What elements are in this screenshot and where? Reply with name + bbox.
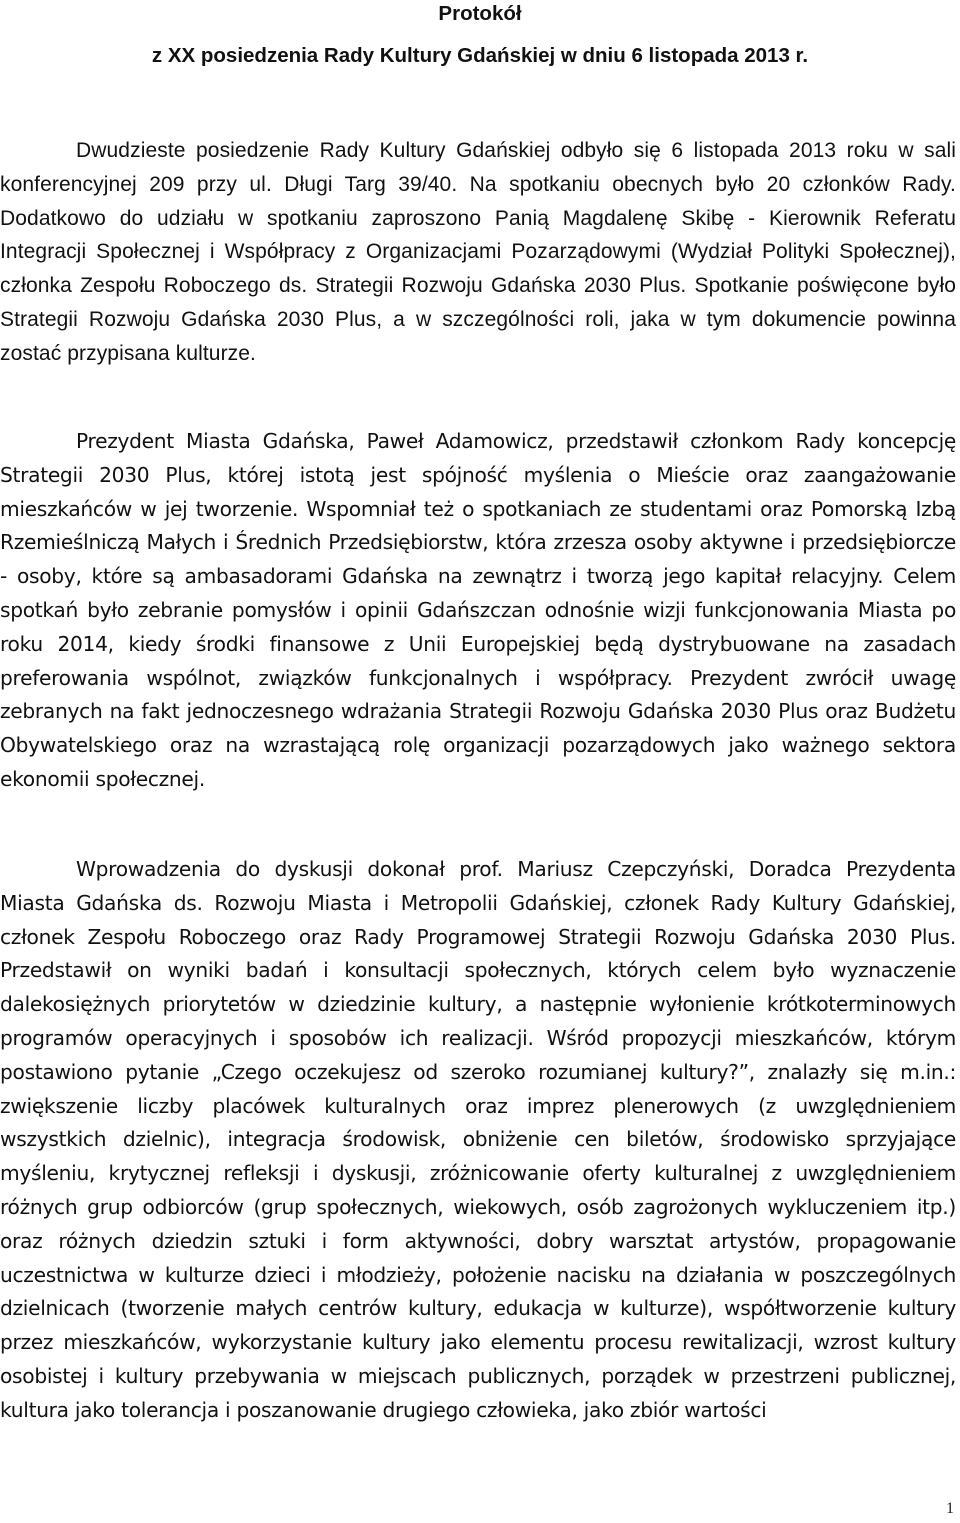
page-number: 1 <box>946 1500 954 1517</box>
document-subtitle: z XX posiedzenia Rady Kultury Gdańskiej w dniu 6 listopada 2013 r. <box>151 44 809 67</box>
paragraph-meeting-summary: Dwudzieste posiedzenie Rady Kultury Gdańskiej odbyło się 6 listopada 2013 roku w sali konferencyjnej 209 przy ul. Długi Targ 39/40. Na spotkaniu obecnych było 20 członków Rady. Dodatkowo do udziału w spotkaniu zaproszono Panią Magdalenę Skibę - Kierownik Referatu Integracji Społecznej i Współpracy z Organizacjami Pozarządowymi (Wydział Polityki Społecznej), członka Zespołu Roboczego ds. Strategii Rozwoju Gdańska 2030 Plus. Spotkanie poświęcone było Strategii Rozwoju Gdańska 2030 Plus, a w szczególności roli, jaka w tym dokumencie powinna zostać przypisana kulturze. <box>0 139 956 365</box>
document-title: Protokół <box>438 2 522 25</box>
paragraph-president-statement: Prezydent Miasta Gdańska, Paweł Adamowicz, przedstawił członkom Rady koncepcję Strategii 2030 Plus, której istotą jest spójność myślenia o Mieście oraz zaangażowanie mieszkańców w jej tworzenie. Wspomniał też o spotkaniach ze studentami oraz Pomorską Izbą Rzemieślniczą Małych i Średnich Przedsiębiorstw, która zrzesza osoby aktywne i przedsiębiorcze - osoby, które są ambasadorami Gdańska na zewnątrz i tworzą jego kapitał relacyjny. Celem spotkań było zebranie pomysłów i opinii Gdańszczan odnośnie wizji funkcjonowania Miasta po roku 2014, kiedy środki finansowe z Unii Europejskiej będą dystrybuowane na zasadach preferowania wspólnot, związków funkcjonalnych i współpracy. Prezydent zwrócił uwagę zebranych na fakt jednoczesnego wdrażania Strategii Rozwoju Gdańska 2030 Plus oraz Budżetu Obywatelskiego oraz na wzrastającą rolę organizacji pozarządowych jako ważnego sektora ekonomii społecznej. <box>0 429 956 791</box>
paragraph-discussion-introduction: Wprowadzenia do dyskusji dokonał prof. Mariusz Czepczyński, Doradca Prezydenta Miasta Gdańska ds. Rozwoju Miasta i Metropolii Gdańskiej, członek Rady Kultury Gdańskiej, członek Zespołu Roboczego oraz Rady Programowej Strategii Rozwoju Gdańska 2030 Plus. Przedstawił on wyniki badań i konsultacji społecznych, których celem było wyznaczenie dalekosiężnych priorytetów w dziedzinie kultury, a następnie wyłonienie krótkoterminowych programów operacyjnych i sposobów ich realizacji. Wśród propozycji mieszkańców, którym postawiono pytanie „Czego oczekujesz od szeroko rozumianej kultury?”, znalazły się m.in.: zwiększenie liczby placówek kulturalnych oraz imprez plenerowych (z uwzględnieniem wszystkich dzielnic), integracja środowisk, obniżenie cen biletów, środowisko sprzyjające myśleniu, krytycznej refleksji i dyskusji, zróżnicowanie oferty kulturalnej z uwzględnieniem różnych grup odbiorców (grup społecznych, wiekowych, osób zagrożonych wykluczeniem itp.) oraz różnych dziedzin sztuki i form aktywności, dobry warsztat artystów, propagowanie uczestnictwa w kulturze dzieci i młodzieży, położenie nacisku na działania w poszczególnych dzielnicach (tworzenie małych centrów kultury, edukacja w kulturze), współtworzenie kultury przez mieszkańców, wykorzystanie kultury jako elementu procesu rewitalizacji, wzrost kultury osobistej i kultury przebywania w miejscach publicznych, porządek w przestrzeni publicznej, kultura jako tolerancja i poszanowanie drugiego człowieka, jako zbiór wartości <box>0 857 956 1422</box>
